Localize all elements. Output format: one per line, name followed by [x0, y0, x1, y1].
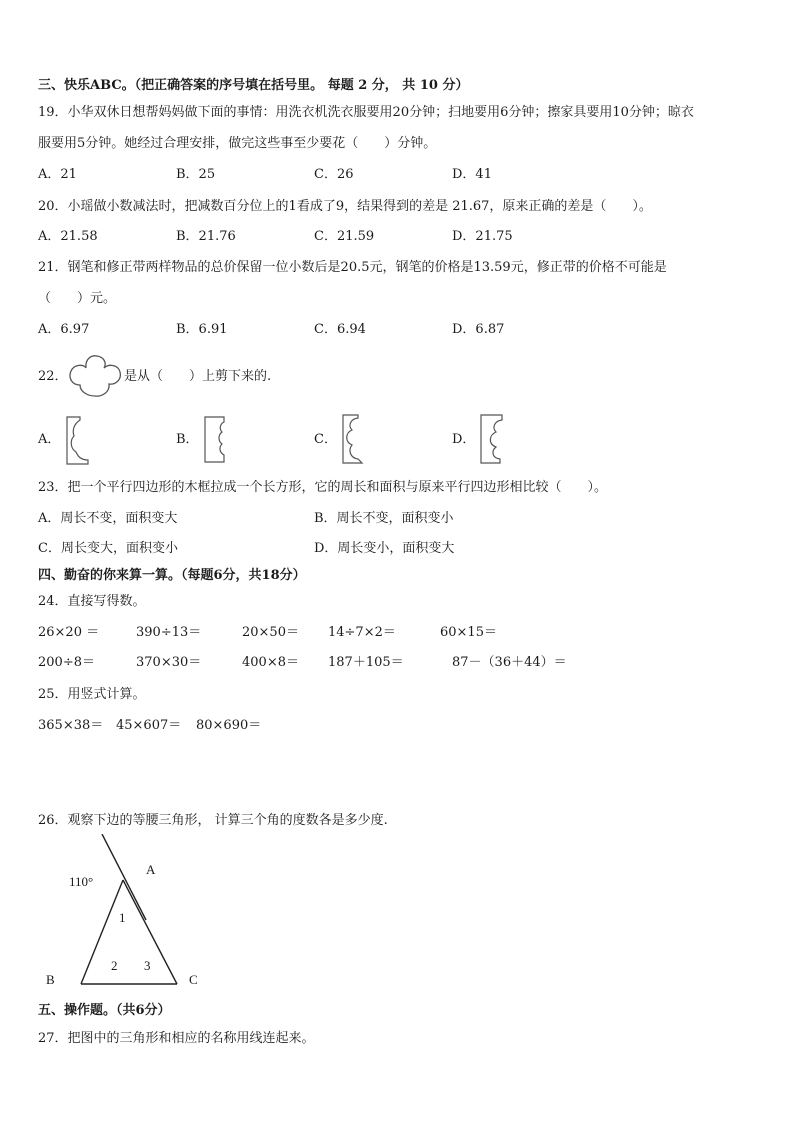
q24-r2-item3: 400×8＝ — [242, 655, 299, 670]
q22-option-c: C． — [314, 432, 337, 447]
vertex-c-label: C — [189, 972, 198, 987]
angle-1-label: 1 — [119, 910, 126, 925]
angle-110-label: 110° — [69, 874, 94, 889]
q25-title: 25．用竖式计算。 — [38, 687, 146, 702]
q19-option-a: A．21 — [38, 167, 77, 182]
q20-option-d: D．21.75 — [452, 229, 513, 244]
q22-option-b-shape-icon — [202, 414, 232, 466]
q22-option-d-shape-icon — [478, 412, 512, 466]
isosceles-triangle-figure — [60, 834, 210, 994]
q21-option-d: D．6.87 — [452, 322, 505, 337]
q22-suffix: 是从（ ）上剪下来的. — [124, 369, 272, 384]
q27-title: 27．把图中的三角形和相应的名称用线连起来。 — [38, 1031, 315, 1046]
section-3-heading: 三、快乐ABC。（把正确答案的序号填在括号里。 每题 2 分， 共 10 分） — [38, 78, 469, 93]
q24-r1-item2: 390÷13＝ — [136, 625, 202, 640]
q24-r2-item1: 200÷8＝ — [38, 655, 95, 670]
q23-option-a: A．周长不变，面积变大 — [38, 511, 178, 526]
q22-option-b: B． — [176, 432, 199, 447]
q22-option-a-shape-icon — [64, 414, 94, 466]
q24-r1-item1: 26×20 ＝ — [38, 625, 100, 640]
angle-3-label: 3 — [144, 958, 151, 973]
q24-title: 24．直接写得数。 — [38, 594, 146, 609]
q21-option-a: A．6.97 — [38, 322, 90, 337]
q24-r2-item2: 370×30＝ — [136, 655, 202, 670]
q22-option-c-shape-icon — [340, 412, 374, 466]
section-4-heading: 四、勤奋的你来算一算。（每题6分，共18分） — [38, 568, 306, 583]
q25-item3: 80×690＝ — [196, 718, 262, 733]
q19-text-line2: 服要用5分钟。她经过合理安排，做完这些事至少要花（ ）分钟。 — [38, 136, 437, 151]
q26-title: 26．观察下边的等腰三角形， 计算三个角的度数各是多少度. — [38, 813, 388, 828]
q19-option-d: D．41 — [452, 167, 492, 182]
q20-option-b: B．21.76 — [176, 229, 236, 244]
q19-option-c: C．26 — [314, 167, 354, 182]
q19-option-b: B．25 — [176, 167, 216, 182]
q24-r1-item5: 60×15＝ — [440, 625, 497, 640]
q22-option-a: A． — [38, 432, 61, 447]
q22-option-d: D． — [452, 432, 476, 447]
q20-option-c: C．21.59 — [314, 229, 375, 244]
vertex-b-label: B — [46, 972, 55, 987]
cloud-shape-icon — [66, 352, 124, 402]
q20-text: 20．小瑶做小数减法时，把减数百分位上的1看成了9，结果得到的差是 21.67，原来正确的差是（ ）。 — [38, 199, 652, 214]
q24-r1-item3: 20×50＝ — [242, 625, 299, 640]
q23-option-d: D．周长变小，面积变大 — [314, 541, 455, 556]
q23-option-b: B．周长不变，面积变小 — [314, 511, 454, 526]
q25-item1: 365×38＝ — [38, 718, 104, 733]
q20-option-a: A．21.58 — [38, 229, 98, 244]
angle-2-label: 2 — [111, 958, 118, 973]
q22-prefix: 22． — [38, 369, 68, 384]
section-5-heading: 五、操作题。（共6分） — [38, 1003, 171, 1018]
q24-r2-item4: 187＋105＝ — [328, 655, 404, 670]
q23-option-c: C．周长变大，面积变小 — [38, 541, 178, 556]
q21-option-b: B．6.91 — [176, 322, 228, 337]
q24-r2-item5: 87－（36＋44）＝ — [452, 655, 567, 670]
q21-text-line1: 21．钢笔和修正带两样物品的总价保留一位小数后是20.5元，钢笔的价格是13.59元，修正带的价格不可能是 — [38, 260, 667, 275]
vertex-a-label: A — [146, 862, 156, 877]
q25-item2: 45×607＝ — [116, 718, 182, 733]
q23-text: 23．把一个平行四边形的木框拉成一个长方形，它的周长和面积与原来平行四边形相比较（ ）。 — [38, 480, 608, 495]
q24-r1-item4: 14÷7×2＝ — [328, 625, 396, 640]
q21-text-line2: （ ）元。 — [38, 291, 117, 306]
q19-text-line1: 19．小华双休日想帮妈妈做下面的事情：用洗衣机洗衣服要用20分钟；扫地要用6分钟；擦家具要用10分钟；晾衣 — [38, 105, 694, 120]
q21-option-c: C．6.94 — [314, 322, 366, 337]
